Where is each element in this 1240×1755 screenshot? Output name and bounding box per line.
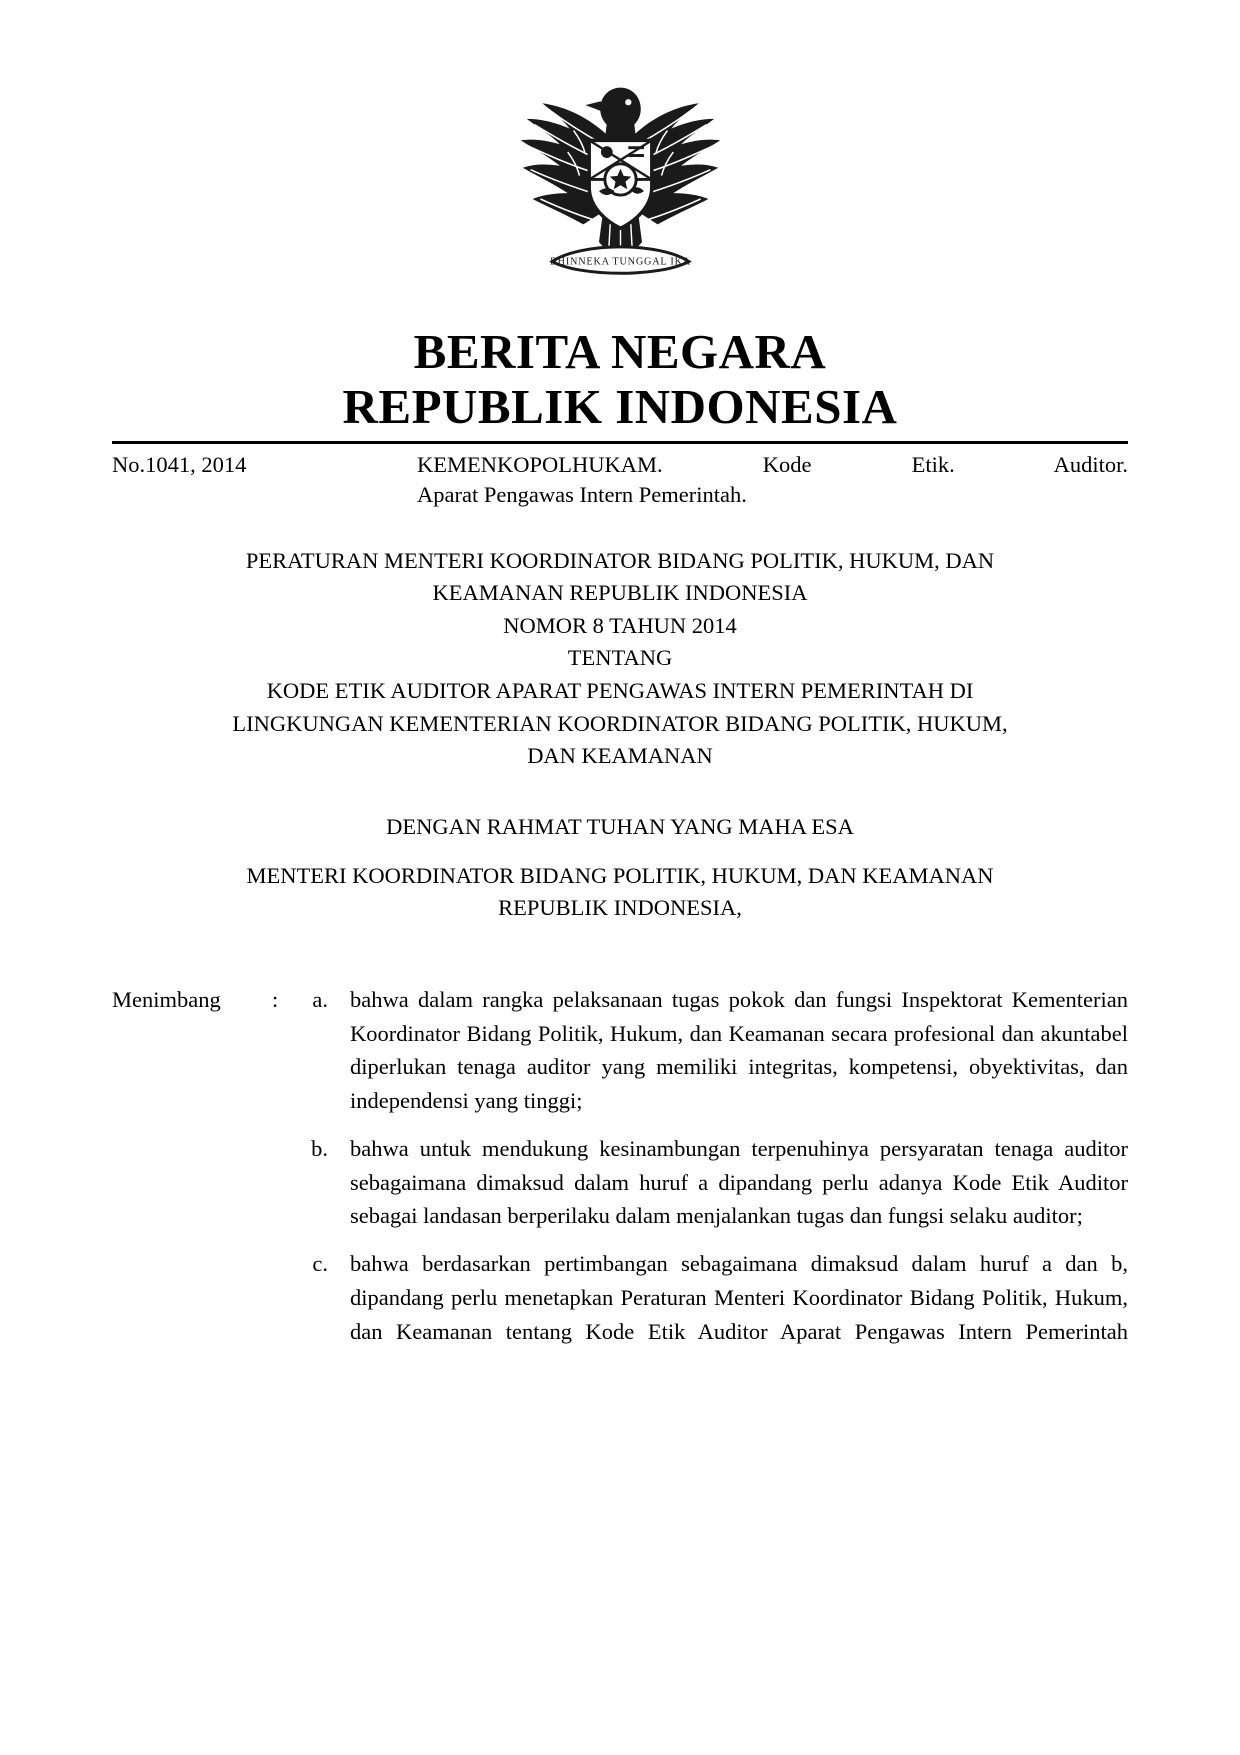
considering-item-letter: c.	[312, 1251, 328, 1276]
invocation-line-3: REPUBLIK INDONESIA,	[498, 895, 742, 921]
title-line-4: TENTANG	[567, 645, 673, 671]
title-line-1: PERATURAN MENTERI KOORDINATOR BIDANG POLITIK, HUKUM, DAN	[245, 547, 995, 573]
garuda-pancasila-emblem	[513, 70, 728, 285]
considering-item-letter: a.	[312, 986, 328, 1012]
considering-label: Menimbang	[112, 986, 221, 1012]
regulation-title	[112, 545, 1128, 773]
invocation-line-2: MENTERI KOORDINATOR BIDANG POLITIK, HUKUM, DAN KEAMANAN	[246, 862, 994, 888]
masthead-line-2: REPUBLIK INDONESIA	[342, 378, 898, 434]
gazette-subject	[417, 450, 1128, 511]
title-line-6: LINGKUNGAN KEMENTERIAN KOORDINATOR BIDANG POLITIK, HUKUM,	[232, 710, 1008, 736]
considering-item-text: bahwa untuk mendukung kesinambungan terpenuhinya persyaratan tenaga auditor sebagaimana dimaksud dalam huruf a dipandang perlu adanya Kode Etik Auditor sebagai landasan berperilaku dalam menjalankan tugas dan fungsi selaku auditor;	[350, 1135, 1128, 1229]
invocation-spacer	[112, 844, 1128, 860]
title-line-7: DAN KEAMANAN	[527, 743, 713, 769]
invocation-line-1: DENGAN RAHMAT TUHAN YANG MAHA ESA	[386, 813, 854, 839]
title-line-3: NOMOR 8 TAHUN 2014	[503, 612, 737, 638]
emblem-container	[112, 70, 1128, 315]
title-line-5: KODE ETIK AUDITOR APARAT PENGAWAS INTERN PEMERINTAH DI	[266, 678, 974, 703]
considering-item	[112, 1247, 1128, 1348]
considering-item	[112, 1132, 1128, 1233]
considering-colon: :	[272, 986, 279, 1012]
gazette-subject-line-2: Aparat Pengawas Intern Pemerintah.	[417, 482, 747, 508]
masthead-divider	[112, 441, 1128, 444]
title-line-2: KEAMANAN REPUBLIK INDONESIA	[432, 580, 808, 606]
svg-text:BHINNEKA TUNGGAL IKA: BHINNEKA TUNGGAL IKA	[549, 256, 691, 268]
gazette-subject-line-1: KEMENKOPOLHUKAM. Kode Etik. Auditor.	[417, 451, 1128, 477]
considering-item	[112, 983, 1128, 1118]
gazette-number: No.1041, 2014	[112, 451, 247, 477]
masthead-line-1: BERITA NEGARA	[413, 324, 827, 379]
considering-item-text: bahwa berdasarkan pertimbangan sebagaimana dimaksud dalam huruf a dan b, dipandang perlu menetapkan Peraturan Menteri Koordinator Bidang Politik, Hukum, dan Keamanan tentang Kode Etik Auditor Aparat Pengawas Intern Pemerintah	[350, 1251, 1128, 1344]
masthead	[112, 325, 1128, 435]
gazette-header	[112, 450, 1128, 511]
considering-section	[112, 983, 1128, 1349]
considering-item-text: bahwa dalam rangka pelaksanaan tugas pokok dan fungsi Inspektorat Kementerian Koordinator Bidang Politik, Hukum, dan Keamanan secara profesional dan akuntabel diperlukan tenaga auditor yang memiliki integritas, kompetensi, obyektivitas, dan independensi yang tinggi;	[350, 986, 1128, 1113]
considering-item-letter: b.	[311, 1135, 328, 1161]
invocation-block	[112, 811, 1128, 925]
